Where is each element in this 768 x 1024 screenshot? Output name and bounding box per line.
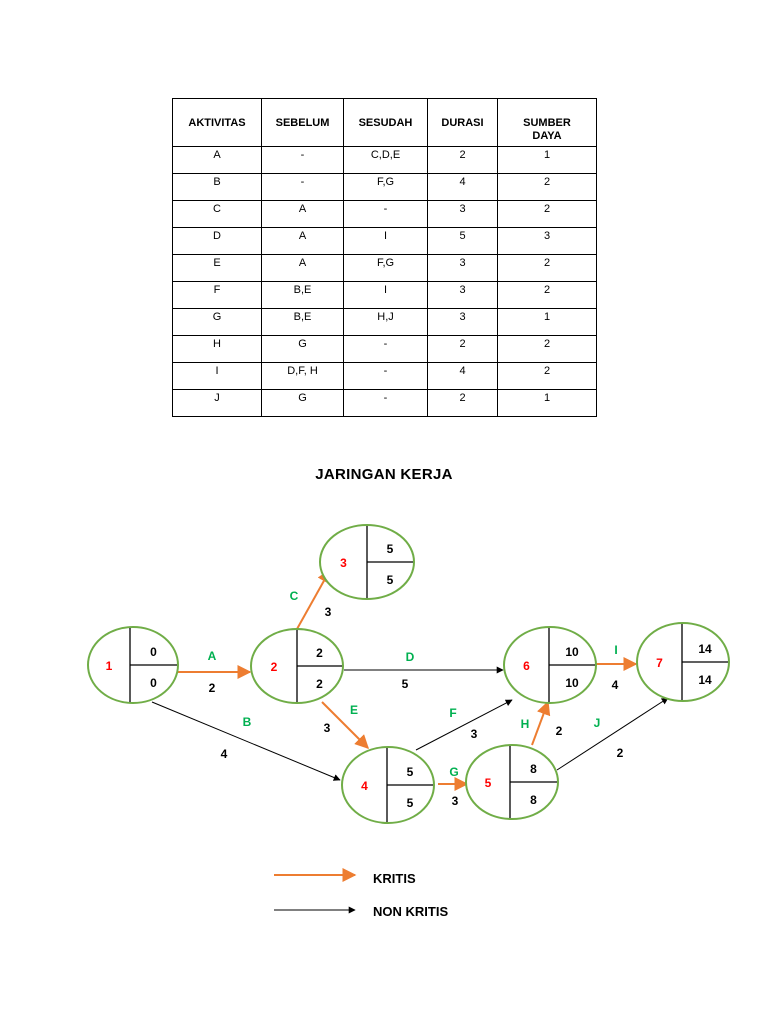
activity-label-g: G <box>449 765 459 779</box>
table-cell: C,D,E <box>344 147 428 174</box>
node-5-earliest: 8 <box>530 762 537 776</box>
arrow-b <box>152 702 340 780</box>
table-cell: D <box>173 228 262 255</box>
table-cell: H <box>173 336 262 363</box>
node-7-latest: 14 <box>698 673 712 687</box>
node-4-earliest: 5 <box>406 765 414 779</box>
arrow-f <box>416 700 512 750</box>
table-cell: A <box>262 228 344 255</box>
legend-noncritical-label: NON KRITIS <box>373 904 449 919</box>
table-cell: 2 <box>498 255 597 282</box>
activity-duration-i: 4 <box>611 678 619 692</box>
activity-duration-g: 3 <box>451 794 459 808</box>
node-6-latest: 10 <box>565 676 579 690</box>
node-1-latest: 0 <box>150 676 157 690</box>
table-cell: 2 <box>498 336 597 363</box>
table-cell: - <box>344 363 428 390</box>
table-cell: B,E <box>262 282 344 309</box>
node-2-earliest: 2 <box>316 646 323 660</box>
node-3-earliest: 5 <box>386 542 394 556</box>
node-2-latest: 2 <box>316 677 323 691</box>
table-cell: 4 <box>428 174 498 201</box>
arrow-j <box>557 698 668 770</box>
activity-duration-a: 2 <box>208 681 216 695</box>
table-cell: F,G <box>344 174 428 201</box>
activity-duration-c: 3 <box>324 605 332 619</box>
legend-critical-label: KRITIS <box>373 871 416 886</box>
table-cell: J <box>173 390 262 417</box>
table-cell: - <box>344 201 428 228</box>
arrow-h <box>532 702 548 745</box>
activity-label-a: A <box>207 649 217 663</box>
node-5-latest: 8 <box>530 793 537 807</box>
activity-duration-b: 4 <box>220 747 228 761</box>
table-cell: A <box>173 147 262 174</box>
node-3-latest: 5 <box>386 573 394 587</box>
table-cell: 1 <box>498 147 597 174</box>
header-sumber-daya: SUMBER DAYA <box>498 99 597 147</box>
table-cell: - <box>344 390 428 417</box>
table-cell: G <box>262 390 344 417</box>
table-cell: 2 <box>428 336 498 363</box>
table-cell: G <box>262 336 344 363</box>
node-7-earliest: 14 <box>698 642 712 656</box>
table-cell: 2 <box>428 390 498 417</box>
activity-label-d: D <box>405 650 415 664</box>
activity-duration-j: 2 <box>616 746 624 760</box>
table-cell: I <box>344 228 428 255</box>
table-cell: B,E <box>262 309 344 336</box>
table-cell: 4 <box>428 363 498 390</box>
activity-duration-h: 2 <box>555 724 563 738</box>
table-cell: 2 <box>498 201 597 228</box>
header-aktivitas: AKTIVITAS <box>173 99 262 147</box>
node-6-id: 6 <box>523 659 530 673</box>
node-3-id: 3 <box>340 556 347 570</box>
table-cell: 2 <box>498 363 597 390</box>
table-cell: 1 <box>498 390 597 417</box>
table-cell: 2 <box>498 282 597 309</box>
table-cell: 2 <box>428 147 498 174</box>
activity-label-i: I <box>614 643 618 657</box>
node-2-id: 2 <box>270 660 278 674</box>
table-cell: E <box>173 255 262 282</box>
activity-label-f: F <box>449 706 457 720</box>
table-cell: - <box>262 174 344 201</box>
network-title: JARINGAN KERJA <box>315 466 453 483</box>
activity-label-e: E <box>349 703 359 717</box>
header-sesudah: SESUDAH <box>344 99 428 147</box>
table-cell: I <box>173 363 262 390</box>
table-cell: 3 <box>428 309 498 336</box>
table-cell: H,J <box>344 309 428 336</box>
activity-label-j: J <box>593 716 601 730</box>
node-1-id: 1 <box>105 659 113 673</box>
table-cell: C <box>173 201 262 228</box>
header-sebelum: SEBELUM <box>262 99 344 147</box>
table-cell: 1 <box>498 309 597 336</box>
table-cell: 2 <box>498 174 597 201</box>
table-cell: 3 <box>428 201 498 228</box>
table-cell: D,F, H <box>262 363 344 390</box>
table-cell: - <box>262 147 344 174</box>
table-cell: G <box>173 309 262 336</box>
activity-label-h: H <box>520 717 530 731</box>
table-cell: A <box>262 255 344 282</box>
table-cell: 3 <box>428 255 498 282</box>
activity-label-c: C <box>289 589 299 603</box>
node-4-latest: 5 <box>406 796 414 810</box>
node-7-id: 7 <box>656 656 663 670</box>
header-durasi: DURASI <box>428 99 498 147</box>
node-5-id: 5 <box>484 776 492 790</box>
table-cell: F,G <box>344 255 428 282</box>
activity-duration-d: 5 <box>401 677 409 691</box>
activity-label-b: B <box>242 715 252 729</box>
node-1-earliest: 0 <box>150 645 157 659</box>
node-4-id: 4 <box>361 779 368 793</box>
table-cell: B <box>173 174 262 201</box>
activity-duration-f: 3 <box>470 727 478 741</box>
table-cell: 5 <box>428 228 498 255</box>
table-cell: F <box>173 282 262 309</box>
table-cell: - <box>344 336 428 363</box>
table-cell: 3 <box>498 228 597 255</box>
table-cell: I <box>344 282 428 309</box>
table-cell: A <box>262 201 344 228</box>
table-cell: 3 <box>428 282 498 309</box>
node-6-earliest: 10 <box>565 645 579 659</box>
activity-duration-e: 3 <box>323 721 331 735</box>
